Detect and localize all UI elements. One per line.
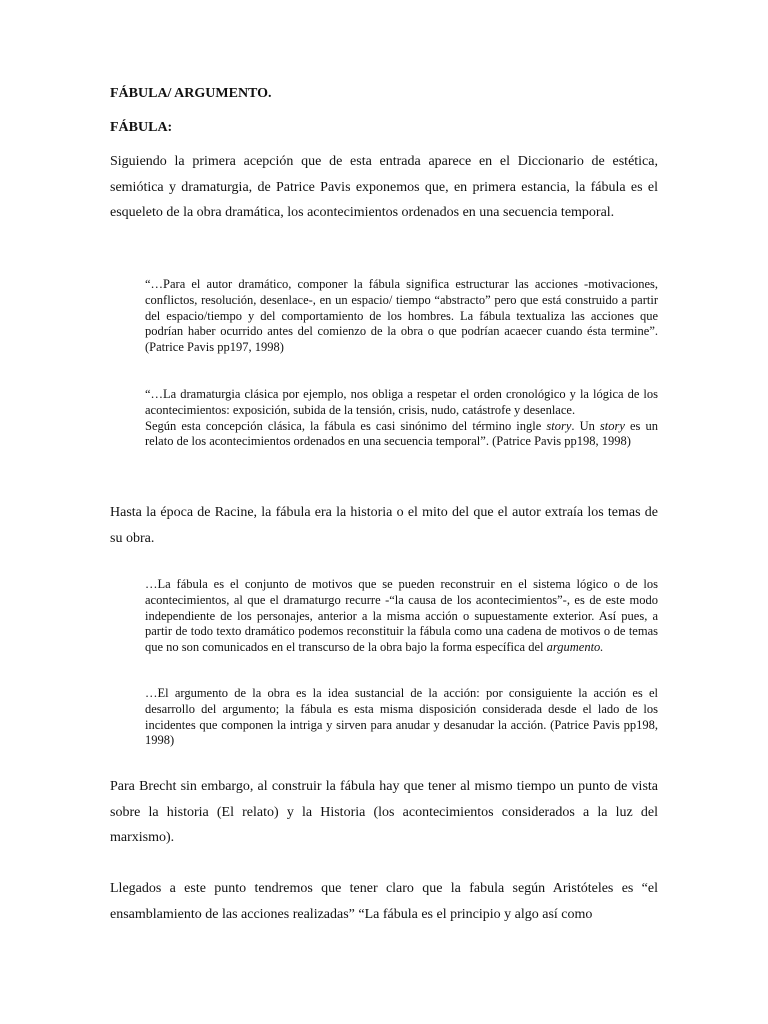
quote-2-second-part xyxy=(145,419,658,451)
quote-2-first-part: “…La dramaturgia clásica por ejemplo, nos obliga a respetar el orden cronológico y la lógica de los acontecimientos: exposición, subida de la tensión, crisis, nudo, catástrofe y desenlace. xyxy=(145,387,658,417)
brecht-paragraph: Para Brecht sin embargo, al construir la fábula hay que tener al mismo tiempo un punto de vista sobre la historia (El relato) y la Historia (los acontecimientos considerados a la luz del marxismo). xyxy=(110,779,658,845)
racine-paragraph: Hasta la época de Racine, la fábula era la historia o el mito del que el autor extraía los temas de su obra. xyxy=(110,505,658,546)
quote-2-text-c: es un relato de los acontecimientos ordenados en una secuencia temporal”. (Patrice Pavis pp198, 1998) xyxy=(145,418,658,449)
section-heading: FÁBULA: xyxy=(110,120,173,135)
quote-2-text-a: Según esta concepción clásica, la fábula es casi sinónimo del término ingle xyxy=(145,418,547,433)
story-term: story xyxy=(599,418,625,433)
aristoteles-paragraph: Llegados a este punto tendremos que tener claro que la fabula según Aristóteles es “el ensamblamiento de las acciones realizadas” “La fábula es el principio y algo así como xyxy=(110,881,658,922)
pavis-quote-1: “…Para el autor dramático, componer la fábula significa estructurar las acciones -motivaciones, conflictos, resolución, desenlace-, en un espacio/ tiempo “abstracto” pero que está construido a partir del espacio/tiempo y del comportamiento de los hombres. La fábula textualiza las acciones que podrían haber ocurrido antes del comienzo de la obra o que podrían acaecer cuando ésta termine”.(Patrice Pavis pp197, 1998) xyxy=(145,277,658,355)
pavis-quote-3 xyxy=(145,577,658,656)
pavis-quote-2 xyxy=(145,387,658,450)
pavis-quote-4: …El argumento de la obra es la idea sustancial de la acción: por consiguiente la acción es el desarrollo del argumento; la fábula es esta misma disposición considerada desde el lado de los incidentes que componen la intriga y sirven para anudar y desanudar la acción. (Patrice Pavis pp198, 1998) xyxy=(145,686,658,748)
quote-2-text-b: . Un xyxy=(571,418,600,433)
document-title: FÁBULA/ ARGUMENTO. xyxy=(110,86,272,101)
quote-3-text: …La fábula es el conjunto de motivos que se pueden reconstruir en el sistema lógico o de los acontecimientos, al que el dramaturgo recurre -“la causa de los acontecimientos”-, es de este modo independiente de los personajes, anterior a la misma acción o supuestamente exterior. Así pues, a partir de todo texto dramático podemos reconstituir la fábula como una cadena de motivos o de temas que no son comunicados en el transcurso de la obra bajo la forma específica del xyxy=(145,577,658,655)
argumento-term: argumento. xyxy=(546,640,604,655)
story-term: story xyxy=(546,418,572,433)
intro-paragraph: Siguiendo la primera acepción que de esta entrada aparece en el Diccionario de estética, semiótica y dramaturgia, de Patrice Pavis exponemos que, en primera estancia, la fábula es el esqueleto de la obra dramática, los acontecimientos ordenados en una secuencia temporal. xyxy=(110,154,658,220)
